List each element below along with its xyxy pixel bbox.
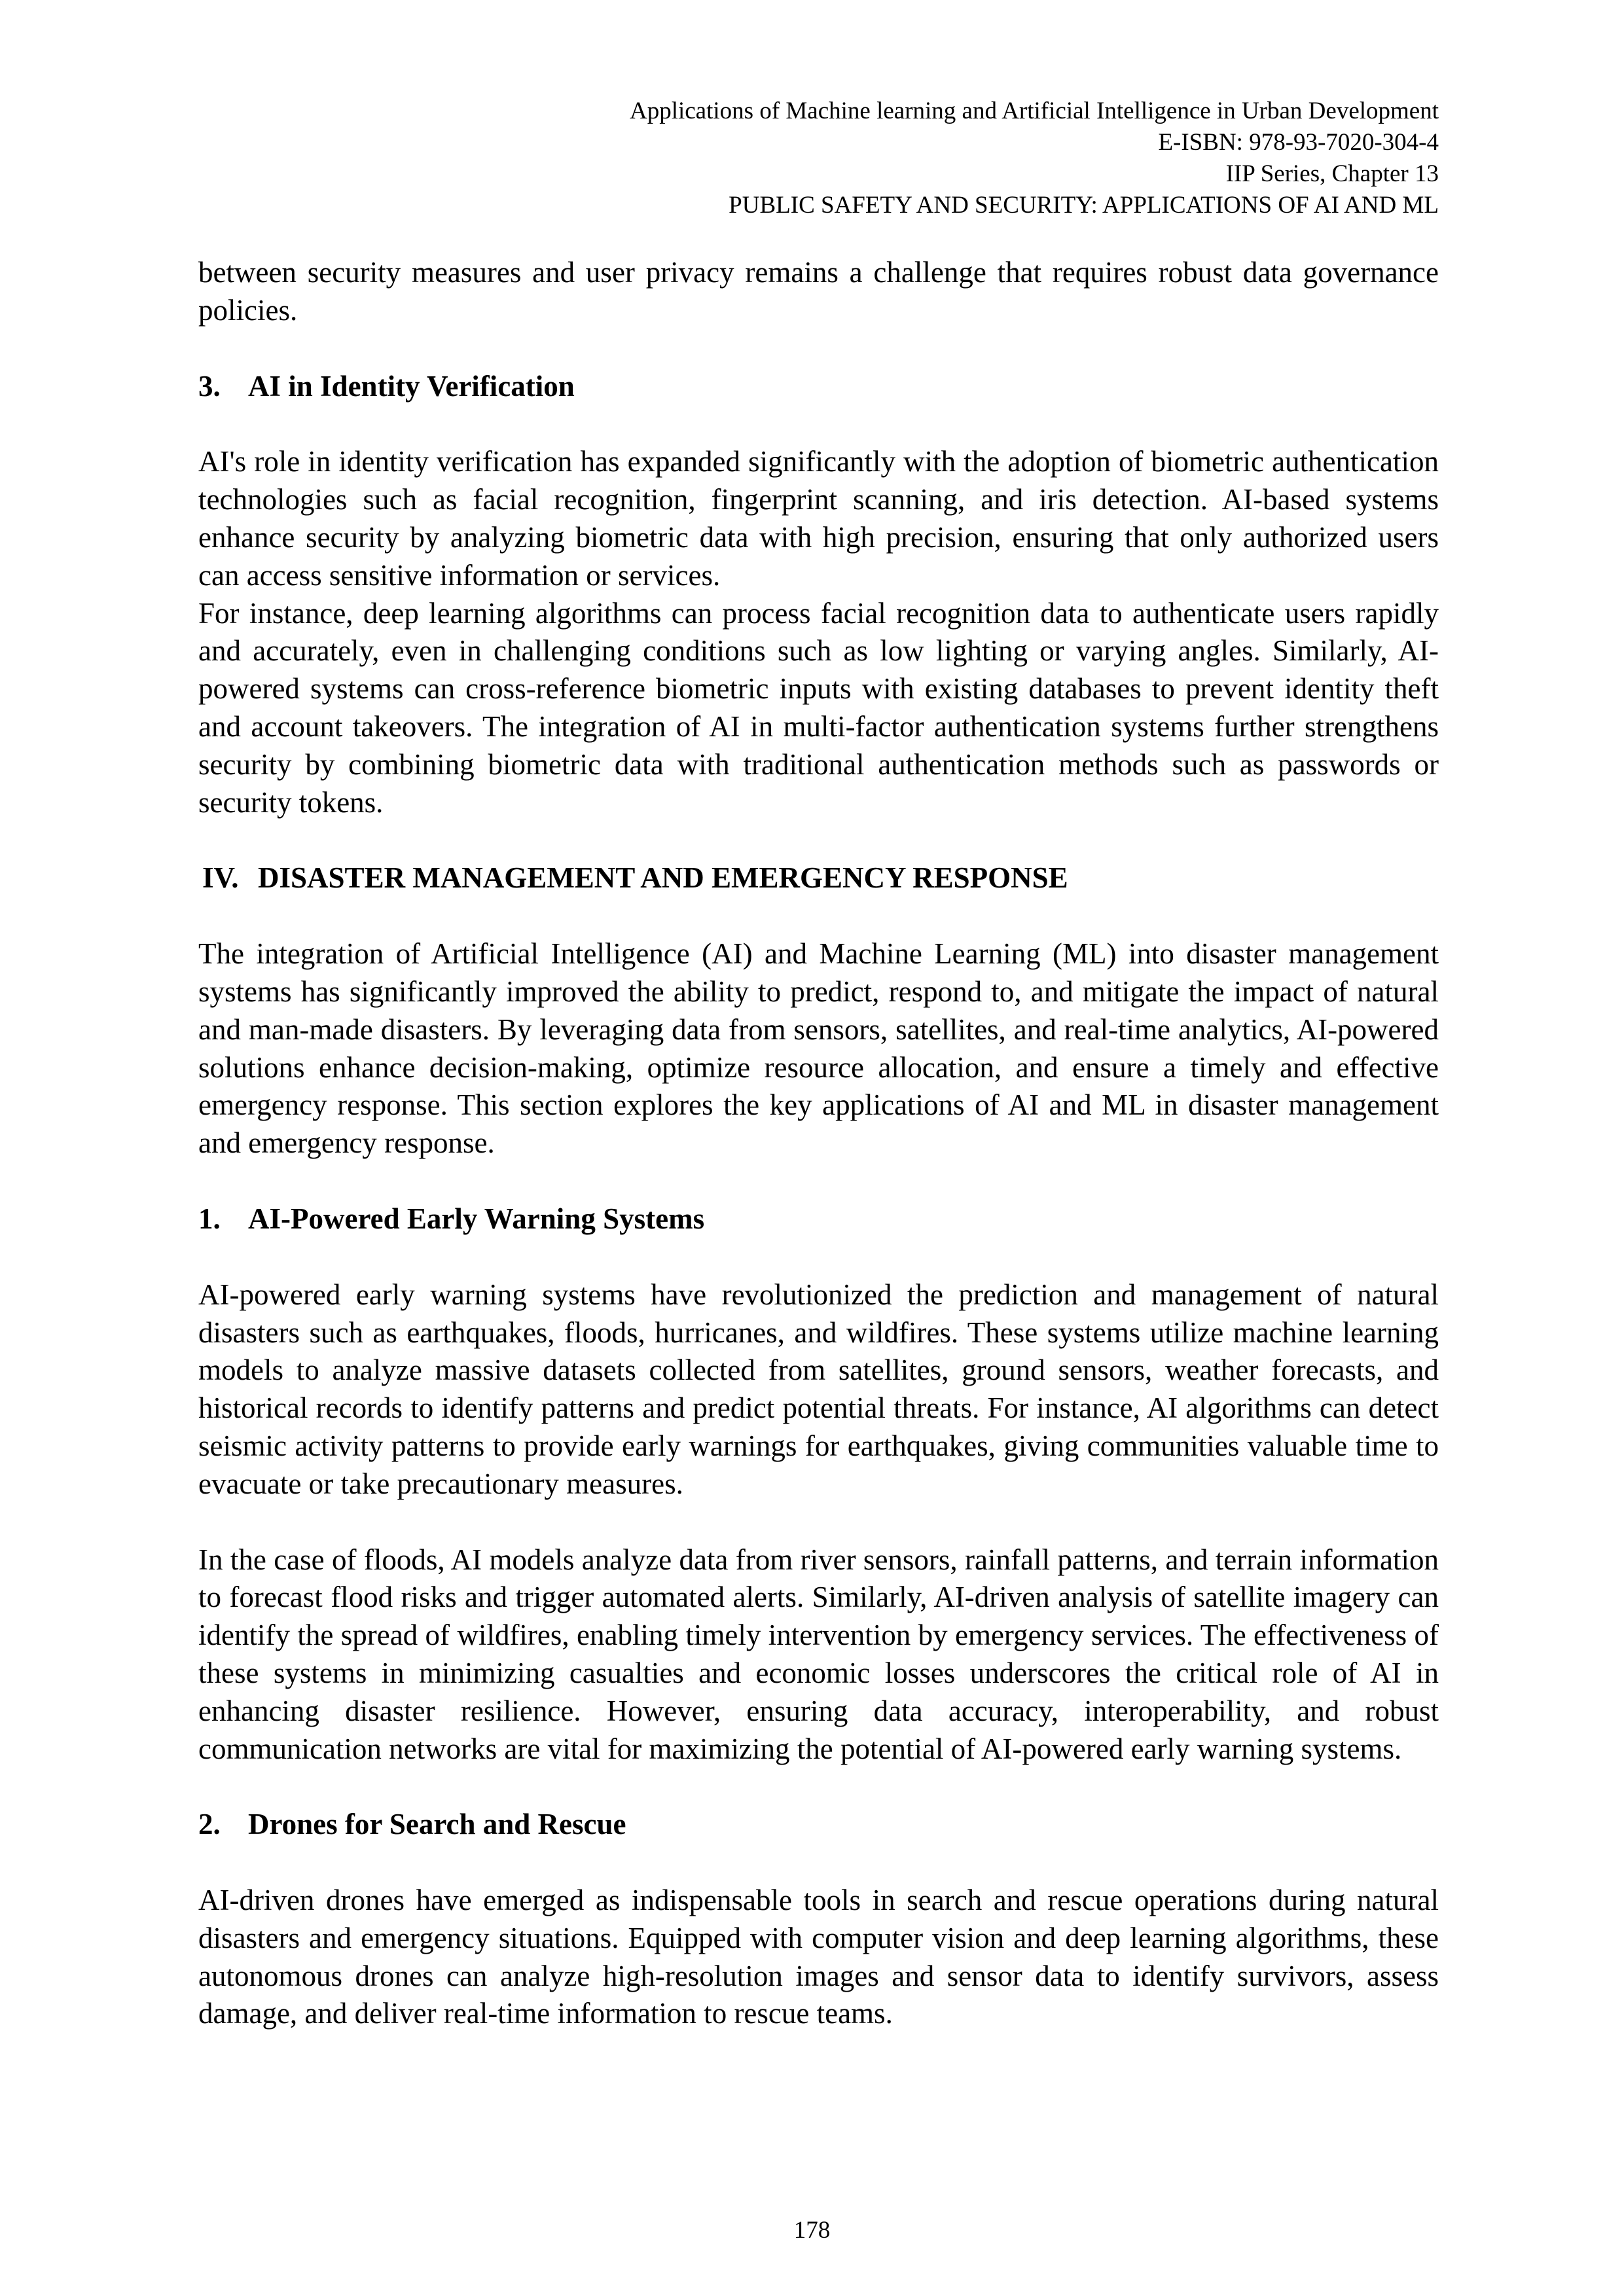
chapter-title: PUBLIC SAFETY AND SECURITY: APPLICATIONS OF AI AND ML bbox=[729, 192, 1439, 219]
section-title: Drones for Search and Rescue bbox=[248, 1808, 626, 1841]
section-number: 2. bbox=[198, 1808, 221, 1841]
book-title: Applications of Machine learning and Artificial Intelligence in Urban Development bbox=[629, 98, 1439, 124]
section-number: 3. bbox=[198, 369, 221, 403]
section-title: DISASTER MANAGEMENT AND EMERGENCY RESPONSE bbox=[258, 861, 1068, 895]
section-title: AI-Powered Early Warning Systems bbox=[248, 1202, 705, 1235]
section-heading-identity-verification bbox=[198, 368, 1439, 406]
series-chapter: IIP Series, Chapter 13 bbox=[1225, 160, 1439, 187]
page-body bbox=[198, 254, 1439, 2033]
section-heading-drones bbox=[198, 1806, 1439, 1844]
continued-paragraph: between security measures and user privacy remains a challenge that requires robust data governance policies. bbox=[198, 256, 1439, 327]
paragraph: AI's role in identity verification has expanded significantly with the adoption of biometric authentication technologies such as facial recognition, fingerprint scanning, and iris detection. AI-based systems enhance security by analyzing biometric data with high precision, ensuring that only authorized users can access sensitive information or services. bbox=[198, 445, 1439, 592]
paragraph: AI-powered early warning systems have revolutionized the prediction and management of natural disasters such as earthquakes, floods, hurricanes, and wildfires. These systems utilize machine learning models to analyze massive datasets collected from satellites, ground sensors, weather forecasts, and historical records to identify patterns and predict potential threats. For instance, AI algorithms can detect seismic activity patterns to provide early warnings for earthquakes, giving communities valuable time to evacuate or take precautionary measures. bbox=[198, 1278, 1439, 1500]
section-number: IV. bbox=[202, 861, 239, 895]
paragraph: AI-driven drones have emerged as indispensable tools in search and rescue operations during natural disasters and emergency situations. Equipped with computer vision and deep learning algorithms, these autonomous drones can analyze high-resolution images and sensor data to identify survivors, assess damage, and deliver real-time information to rescue teams. bbox=[198, 1884, 1439, 2030]
section-number: 1. bbox=[198, 1202, 221, 1235]
page-number: 178 bbox=[793, 2217, 831, 2244]
running-header bbox=[261, 96, 1439, 221]
section-heading-disaster-management bbox=[198, 859, 1439, 897]
paragraph: The integration of Artificial Intelligence (AI) and Machine Learning (ML) into disaster management systems has significantly improved the ability to predict, respond to, and mitigate the impact of natural and man-made disasters. By leveraging data from sensors, satellites, and real-time analytics, AI-powered solutions enhance decision-making, optimize resource allocation, and ensure a timely and effective emergency response. This section explores the key applications of AI and ML in disaster management and emergency response. bbox=[198, 937, 1439, 1160]
isbn: E-ISBN: 978-93-7020-304-4 bbox=[1158, 129, 1439, 156]
section-heading-early-warning bbox=[198, 1200, 1439, 1238]
paragraph: In the case of floods, AI models analyze data from river sensors, rainfall patterns, and terrain information to forecast flood risks and trigger automated alerts. Similarly, AI-driven analysis of satellite imagery can identify the spread of wildfires, enabling timely intervention by emergency services. The effectiveness of these systems in minimizing casualties and economic losses underscores the critical role of AI in enhancing disaster resilience. However, ensuring data accuracy, interoperability, and robust communication networks are vital for maximizing the potential of AI-powered early warning systems. bbox=[198, 1543, 1439, 1765]
section-title: AI in Identity Verification bbox=[248, 369, 575, 403]
paragraph: For instance, deep learning algorithms can process facial recognition data to authenticate users rapidly and accurately, even in challenging conditions such as low lighting or varying angles. Similarly, AI-powered systems can cross-reference biometric inputs with existing databases to prevent identity theft and account takeovers. The integration of AI in multi-factor authentication systems further strengthens security by combining biometric data with traditional authentication methods such as passwords or security tokens. bbox=[198, 596, 1439, 819]
